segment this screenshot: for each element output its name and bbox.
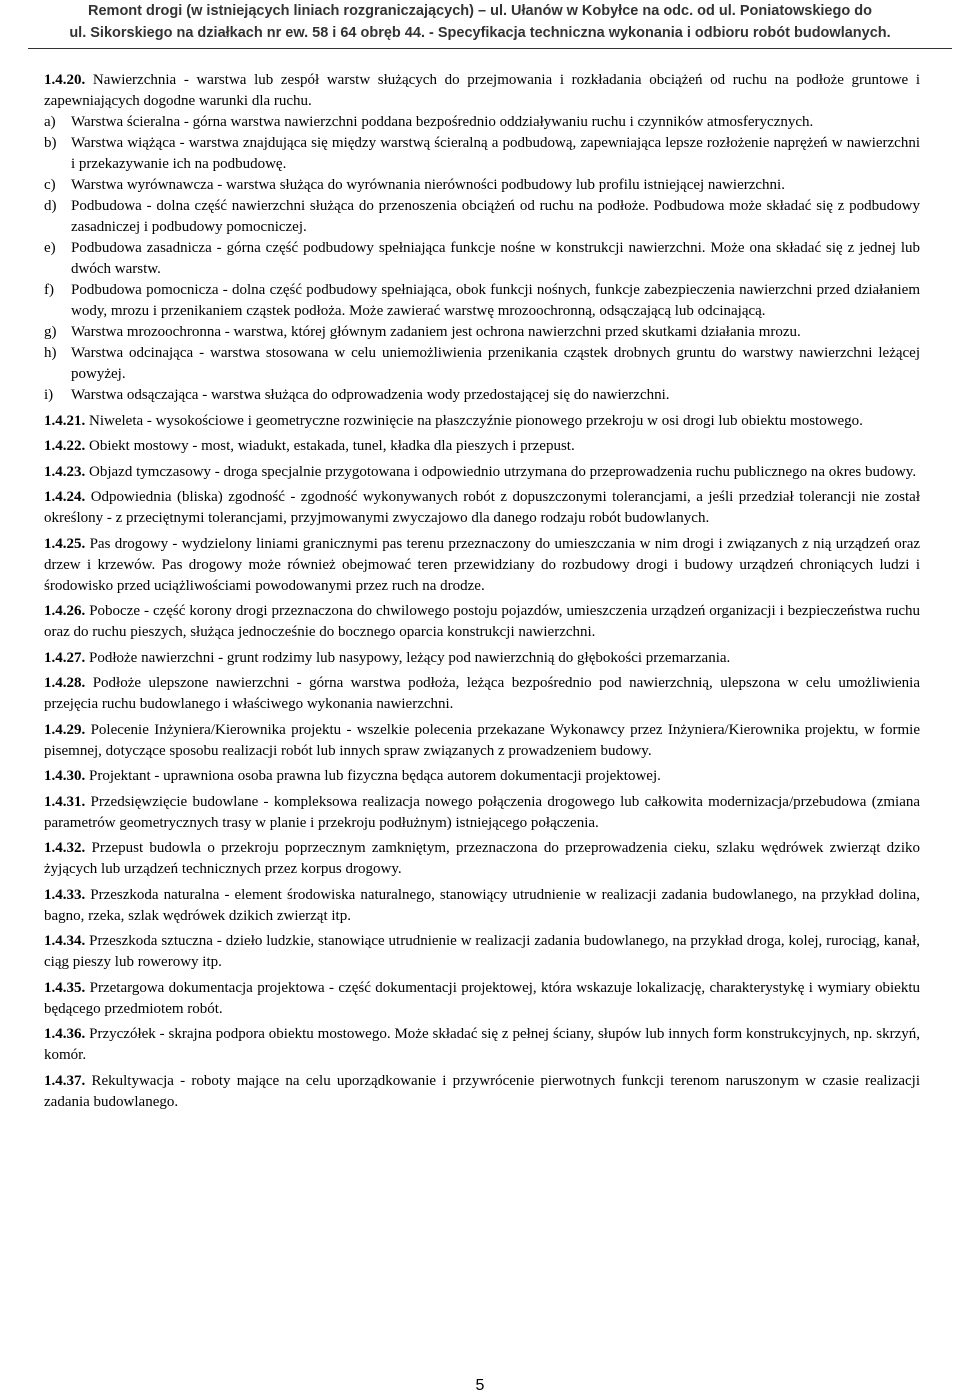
definition-1-4-27 [44,648,920,669]
definition-1-4-28 [44,673,920,715]
definition-text: Przedsięwzięcie budowlane - kompleksowa realizacja nowego połączenia drogowego lub całkowita modernizacja/przebudowa (zmiana parametrów geometrycznych trasy w planie i przekroju podłużnym) istniejącego połączenia. [44,793,921,831]
definition-text: Przetargowa dokumentacja projektowa - część dokumentacji projektowej, która wskazuje lokalizację, charakterystykę i wymiary obiektu będącego przedmiotem robót. [44,979,921,1017]
subitem-text: Podbudowa - dolna część nawierzchni służąca do przenoszenia obciążeń od ruchu na podłoże. Podbudowa może składać się z podbudowy zasadniczej i podbudowy pomocniczej. [71,198,920,235]
document-body [44,70,920,1117]
definition-number: 1.4.28. [44,675,86,691]
definition-number: 1.4.20. [44,72,86,88]
subitem-letter: b) [44,135,57,151]
subitem-letter: i) [44,387,54,403]
definition-number: 1.4.24. [44,489,86,505]
definition-number: 1.4.34. [44,933,86,949]
definition-number: 1.4.37. [44,1072,86,1089]
definition-1-4-37 [44,1071,920,1113]
definition-1-4-33 [44,885,920,927]
definition-number: 1.4.21. [44,412,86,429]
header-divider [28,48,952,49]
definition-text: Polecenie Inżyniera/Kierownika projektu - wszelkie polecenia przekazane Wykonawcy przez Inżyniera/Kierownika projektu, w formie pisemnej, dotyczące sposobu realizacji robót lub innych spraw związanych z prowadzeniem budowy. [44,721,920,759]
definition-1-4-21 [44,411,920,432]
definition-text: Pas drogowy - wydzielony liniami granicznymi pas terenu przeznaczony do umieszczania w nim drogi i związanych z nią urządzeń oraz drzew i krzewów. Pas drogowy może również obejmować teren przewidziany do rozbudowy drogi i budowy urządzeń chroniących ludzi i środowisko przed uciążliwościami powodowanymi przez ruch na drodze. [44,535,921,594]
subitem-e [44,238,920,280]
subitem-letter: c) [44,177,56,193]
subitem-b [44,133,920,175]
subitem-c [44,175,920,196]
subitem-letter: a) [44,114,56,130]
subitem-text: Warstwa wiążąca - warstwa znajdująca się między warstwą ścieralną a podbudową, zapewniająca lepsze rozłożenie naprężeń w nawierzchni i przekazywanie ich na podbudowę. [71,135,920,172]
definition-number: 1.4.25. [44,535,86,552]
definition-number: 1.4.27. [44,649,86,666]
definition-number: 1.4.29. [44,721,86,738]
subitem-text: Podbudowa pomocnicza - dolna część podbudowy spełniająca, obok funkcji nośnych, funkcje zabezpieczenia nawierzchni przed działaniem wody, mrozu i przenikaniem cząstek podłoża. Może zawierać warstwę mrozoochronną, odsączającą lub odcinającą. [71,282,920,319]
definition-text: Przepust budowla o przekroju poprzecznym zamkniętym, przeznaczona do przeprowadzenia cieku, szlaku wędrówek zwierząt dziko żyjących lub urządzeń technicznych przez korpus drogowy. [44,840,920,877]
definition-number: 1.4.32. [44,840,86,856]
subitem-text: Warstwa wyrównawcza - warstwa służąca do wyrównania nierówności podbudowy lub profilu istniejącej nawierzchni. [71,177,785,193]
definition-number: 1.4.36. [44,1026,86,1042]
definition-number: 1.4.35. [44,979,86,996]
page-number: 5 [475,1377,485,1394]
definition-text: Podłoże ulepszone nawierzchni - górna warstwa podłoża, leżąca bezpośrednio pod nawierzchnią, ulepszona w celu umożliwienia przejęcia ruchu budowlanego i właściwego wykonania nawierzchni. [44,675,920,712]
definition-1-4-24 [44,487,920,529]
definition-text: Pobocze - część korony drogi przeznaczona do chwilowego postoju pojazdów, umieszczenia urządzeń organizacji i bezpieczeństwa ruchu oraz do ruchu pieszych, służąca jednocześnie do bocznego oparcia konstrukcji nawierzchni. [44,603,920,640]
subitem-g [44,322,920,343]
definition-text: Niweleta - wysokościowe i geometryczne rozwinięcie na płaszczyźnie pionowego przekroju w osi drogi lub obiektu mostowego. [89,412,863,429]
subitem-letter: f) [44,282,54,298]
subitem-letter: h) [44,345,57,361]
subitem-text: Warstwa mrozoochronna - warstwa, której głównym zadaniem jest ochrona nawierzchni przed skutkami działania mrozu. [71,324,801,340]
definition-1-4-35 [44,978,920,1020]
subitem-text: Warstwa odsączająca - warstwa służąca do odprowadzenia wody przedostającej się do nawierzchni. [71,387,670,403]
subitem-letter: e) [44,240,56,256]
definition-text: Projektant - uprawniona osoba prawna lub fizyczna będąca autorem dokumentacji projektowej. [89,768,661,784]
definition-text: Podłoże nawierzchni - grunt rodzimy lub nasypowy, leżący pod nawierzchnią do głębokości przemarzania. [89,649,731,666]
definition-1-4-22 [44,436,920,457]
definition-1-4-30 [44,766,920,787]
definition-text: Przeszkoda naturalna - element środowiska naturalnego, stanowiący utrudnienie w realizacji zadania budowlanego, na przykład dolina, bagno, rzeka, szlak wędrówek dzikich zwierząt itp. [44,886,920,924]
subitem-h [44,343,920,385]
definition-number: 1.4.26. [44,603,86,619]
subitem-i [44,385,920,406]
definition-number: 1.4.22. [44,438,86,454]
definition-text: Objazd tymczasowy - droga specjalnie przygotowana i odpowiednio utrzymana do przeprowadzenia ruchu publicznego na okres budowy. [89,463,917,480]
definition-text: Nawierzchnia - warstwa lub zespół warstw służących do przejmowania i rozkładania obciążeń od ruchu na podłoże gruntowe i zapewniających dogodne warunki dla ruchu. [44,72,920,109]
definition-text: Przyczółek - skrajna podpora obiektu mostowego. Może składać się z pełnej ściany, słupów lub innych form konstrukcyjnych, np. skrzyń, komór. [44,1026,920,1063]
subitem-letter: d) [44,198,57,214]
definition-text: Rekultywacja - roboty mające na celu uporządkowanie i przywrócenie pierwotnych funkcji terenom naruszonym w czasie realizacji zadania budowlanego. [44,1072,920,1110]
definition-1-4-20 [44,70,920,112]
definition-1-4-25 [44,534,920,597]
definition-1-4-31 [44,792,920,834]
subitem-letter: g) [44,324,57,340]
definition-1-4-34 [44,931,920,973]
subitem-f [44,280,920,322]
header-title-line-1: Remont drogi (w istniejących liniach rozgraniczających) – ul. Ułanów w Kobyłce na odc. od ul. Poniatowskiego do [88,3,872,19]
subitem-a [44,112,920,133]
definition-number: 1.4.31. [44,793,86,810]
definition-1-4-26 [44,601,920,643]
definition-text: Obiekt mostowy - most, wiadukt, estakada, tunel, kładka dla pieszych i przepust. [89,438,575,454]
subitem-d [44,196,920,238]
subitem-text: Warstwa odcinająca - warstwa stosowana w celu uniemożliwienia przenikania cząstek drobnych gruntu do warstwy nawierzchni leżącej powyżej. [71,345,920,382]
page-header [0,0,960,44]
subitem-text: Warstwa ścieralna - górna warstwa nawierzchni poddana bezpośrednio oddziaływaniu ruchu i czynników atmosferycznych. [71,114,814,130]
subitem-text: Podbudowa zasadnicza - górna część podbudowy spełniająca funkcje nośne w konstrukcji nawierzchni. Może ona składać się z jednej lub dwóch warstw. [71,240,920,277]
definition-text: Przeszkoda sztuczna - dzieło ludzkie, stanowiące utrudnienie w realizacji zadania budowlanego, na przykład droga, kolej, rurociąg, kanał, ciąg pieszy lub rowerowy itp. [44,933,921,970]
definition-1-4-32 [44,838,920,880]
definition-1-4-36 [44,1024,920,1066]
definition-text: Odpowiednia (bliska) zgodność - zgodność wykonywanych robót z dopuszczonymi tolerancjami, a jeśli przedział tolerancji nie został określony - z przeciętnymi tolerancjami, przyjmowanymi zwyczajowo dla danego rodzaju robót budowlanych. [44,489,921,526]
definition-number: 1.4.33. [44,886,86,903]
definition-1-4-29 [44,720,920,762]
definition-number: 1.4.23. [44,463,86,480]
header-title-line-2: ul. Sikorskiego na działkach nr ew. 58 i 64 obręb 44. - Specyfikacja techniczna wykonania i odbioru robót budowlanych. [69,25,891,41]
definition-1-4-23 [44,462,920,483]
definition-number: 1.4.30. [44,768,86,784]
